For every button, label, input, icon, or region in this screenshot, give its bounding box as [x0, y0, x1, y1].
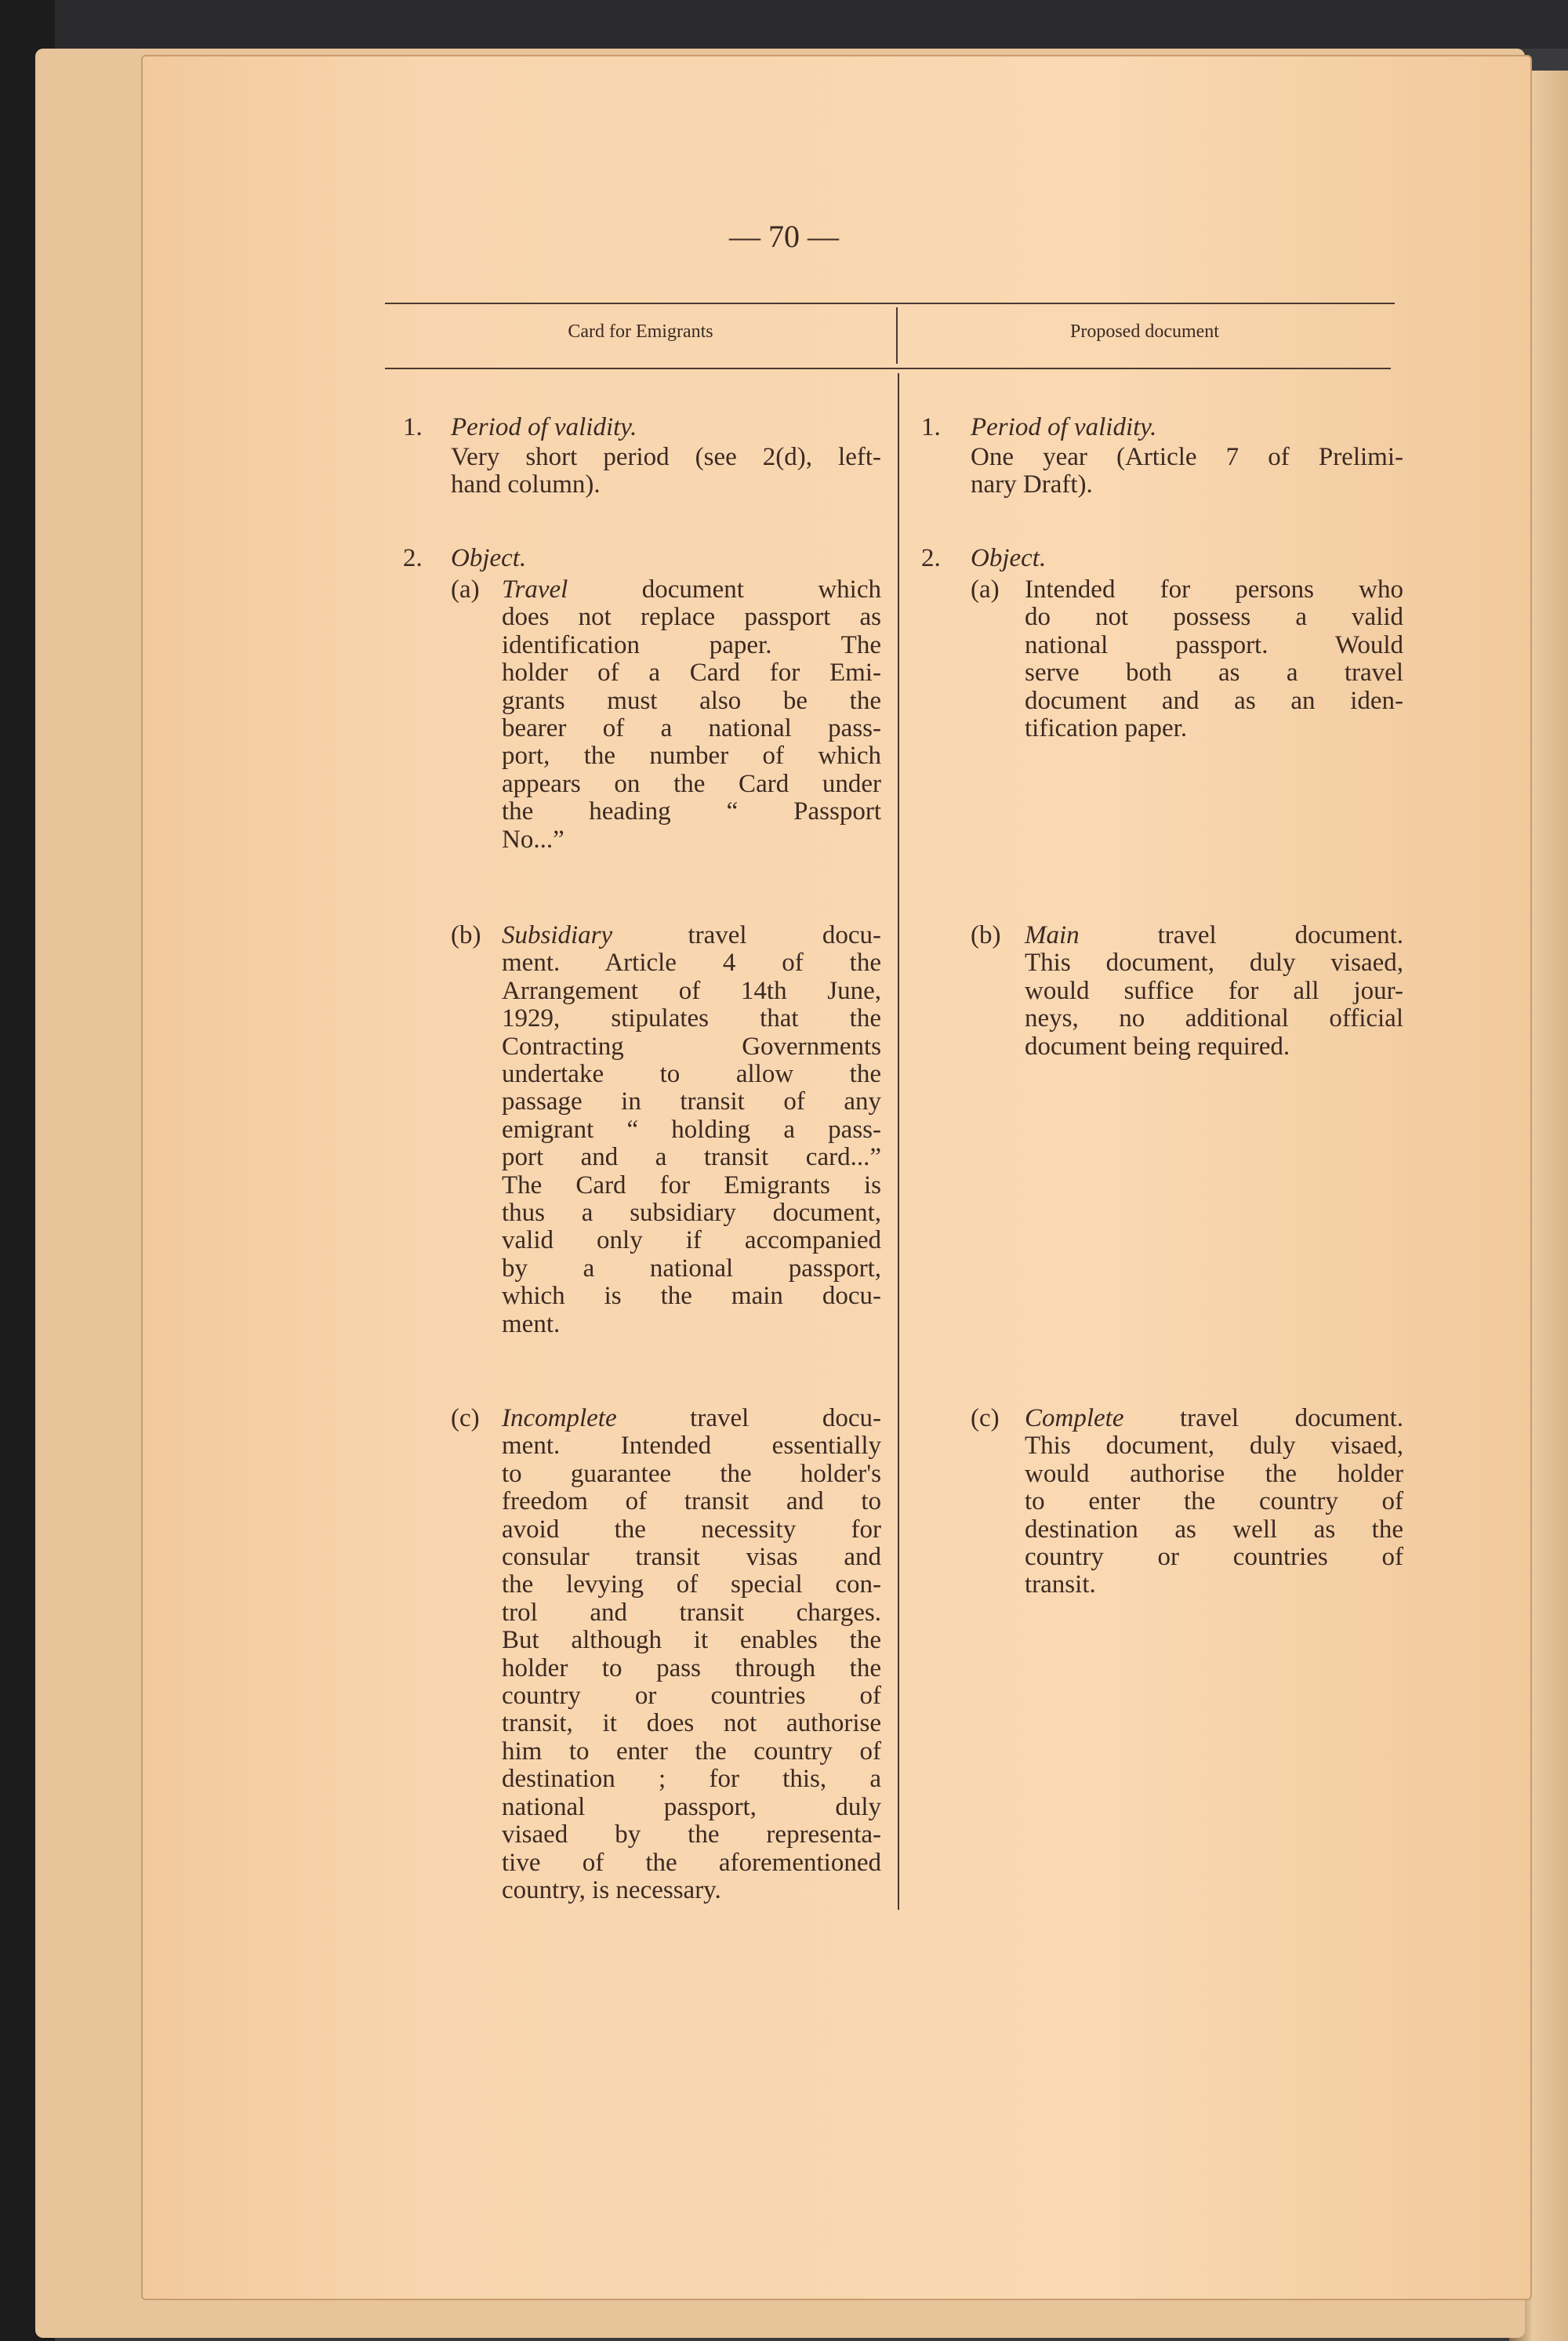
- item-left-text: [502, 922, 881, 1338]
- text-line: tification paper.: [1025, 714, 1188, 743]
- text-line: destination ; for this, a: [502, 1765, 881, 1794]
- section-title-right: Period of validity.: [971, 413, 1157, 441]
- text: document which: [568, 575, 881, 604]
- column-header-left: Card for Emigrants: [568, 321, 713, 342]
- text-line: [451, 444, 881, 471]
- section-title-right: Object.: [971, 544, 1047, 572]
- italic-lead: Travel: [502, 575, 568, 604]
- text-line: holder to pass through the: [502, 1653, 881, 1682]
- text-line: This document, duly visaed,: [1025, 949, 1403, 978]
- text-line: appears on the Card under: [502, 769, 881, 798]
- text-line: bearer of a national pass-: [502, 714, 881, 743]
- text-line: identification paper. The: [502, 630, 881, 659]
- section-title-left: Object.: [451, 544, 527, 572]
- section-number-right: 2.: [921, 544, 941, 572]
- item-label-right: (a): [971, 575, 1000, 604]
- text-line: the heading “ Passport: [502, 797, 881, 826]
- text-line: does not replace passport as: [502, 603, 881, 632]
- table-top-rule: [385, 303, 1395, 304]
- text-line: visaed by the representa-: [502, 1820, 881, 1849]
- item-label-left: (a): [451, 575, 480, 604]
- text-line: port and a transit card...”: [502, 1143, 881, 1172]
- text-line: country or countries of: [1025, 1543, 1403, 1572]
- text-line: ment.: [502, 1309, 561, 1338]
- text-line: transit, it does not authorise: [502, 1709, 881, 1738]
- text-line: hand column).: [451, 470, 601, 499]
- validity-left: [451, 444, 881, 499]
- text-line: by a national passport,: [502, 1254, 881, 1283]
- text: Intended for persons who: [1025, 575, 1403, 604]
- table-header-rule: [385, 368, 1391, 369]
- scan-background-top: [0, 0, 1568, 49]
- page-number: — 70 —: [729, 219, 839, 254]
- text-line: holder of a Card for Emi-: [502, 659, 881, 688]
- text-line: freedom of transit and to: [502, 1487, 881, 1516]
- item-label-right: (c): [971, 1404, 1000, 1432]
- text-line: country, is necessary.: [502, 1875, 721, 1904]
- italic-lead: Main: [1025, 921, 1080, 949]
- text: travel docu-: [612, 921, 881, 949]
- text-line: valid only if accompanied: [502, 1226, 881, 1255]
- text-line: document and as an iden-: [1025, 686, 1403, 715]
- section-number-left: 1.: [403, 413, 423, 441]
- text-line: country or countries of: [502, 1682, 881, 1711]
- text-line: [1025, 922, 1403, 949]
- text-line: do not possess a valid: [1025, 603, 1403, 632]
- text-line: ment. Intended essentially: [502, 1432, 881, 1461]
- text-line: thus a subsidiary document,: [502, 1199, 881, 1228]
- text-line: neys, no additional official: [1025, 1004, 1403, 1033]
- item-label-right: (b): [971, 921, 1001, 949]
- text-line: [502, 922, 881, 949]
- item-label-left: (b): [451, 921, 481, 949]
- item-left-text: [502, 1405, 881, 1904]
- item-label-left: (c): [451, 1404, 480, 1432]
- item-right-text: [1025, 576, 1403, 742]
- text-line: which is the main docu-: [502, 1282, 881, 1311]
- text-line: passage in transit of any: [502, 1087, 881, 1116]
- text-line: nary Draft).: [971, 470, 1093, 499]
- text-line: serve both as a travel: [1025, 659, 1403, 688]
- text-line: transit.: [1025, 1570, 1096, 1599]
- italic-lead: Complete: [1025, 1404, 1124, 1432]
- text-line: emigrant “ holding a pass-: [502, 1115, 881, 1144]
- text-line: ment. Article 4 of the: [502, 949, 881, 978]
- text-line: This document, duly visaed,: [1025, 1432, 1403, 1461]
- text-line: [1025, 576, 1403, 604]
- section-number-right: 1.: [921, 413, 941, 441]
- text-line: consular transit visas and: [502, 1543, 881, 1572]
- text-line: him to enter the country of: [502, 1737, 881, 1766]
- text-line: But although it enables the: [502, 1626, 881, 1655]
- text-line: to guarantee the holder's: [502, 1459, 881, 1488]
- item-right-text: [1025, 922, 1403, 1061]
- section-number-left: 2.: [403, 544, 423, 572]
- text-line: 1929, stipulates that the: [502, 1004, 881, 1033]
- item-right-text: [1025, 1405, 1403, 1599]
- italic-lead: Subsidiary: [502, 921, 613, 949]
- text: One year (Article 7 of Prelimi-: [971, 443, 1403, 471]
- text-line: would suffice for all jour-: [1025, 976, 1403, 1005]
- text-line: national passport, duly: [502, 1792, 881, 1821]
- text-line: port, the number of which: [502, 742, 881, 771]
- text-line: the levying of special con-: [502, 1570, 881, 1599]
- text-line: document being required.: [1025, 1032, 1290, 1061]
- text-line: [502, 576, 881, 604]
- item-left-text: [502, 576, 881, 854]
- text: Very short period (see 2(d), left-: [451, 443, 881, 471]
- text-line: The Card for Emigrants is: [502, 1170, 881, 1200]
- section-title-left: Period of validity.: [451, 413, 637, 441]
- text-line: No...”: [502, 825, 564, 854]
- text-line: undertake to allow the: [502, 1060, 881, 1089]
- column-divider: [898, 373, 899, 1910]
- text-line: Arrangement of 14th June,: [502, 976, 881, 1005]
- text-line: [1025, 1405, 1403, 1432]
- text-line: Contracting Governments: [502, 1032, 881, 1061]
- text: travel document.: [1079, 921, 1403, 949]
- validity-right: [971, 444, 1403, 499]
- text: travel docu-: [616, 1404, 881, 1432]
- italic-lead: Incomplete: [502, 1404, 617, 1432]
- text-line: grants must also be the: [502, 686, 881, 715]
- text-line: destination as well as the: [1025, 1515, 1403, 1544]
- text-line: [502, 1405, 881, 1432]
- text: travel document.: [1123, 1404, 1403, 1432]
- text-line: trol and transit charges.: [502, 1598, 881, 1627]
- text-line: to enter the country of: [1025, 1487, 1403, 1516]
- text-line: national passport. Would: [1025, 630, 1403, 659]
- text-line: avoid the necessity for: [502, 1515, 881, 1544]
- text-line: tive of the aforementioned: [502, 1848, 881, 1877]
- text-line: would authorise the holder: [1025, 1459, 1403, 1488]
- text-line: [971, 444, 1403, 471]
- column-header-right: Proposed document: [1070, 321, 1219, 342]
